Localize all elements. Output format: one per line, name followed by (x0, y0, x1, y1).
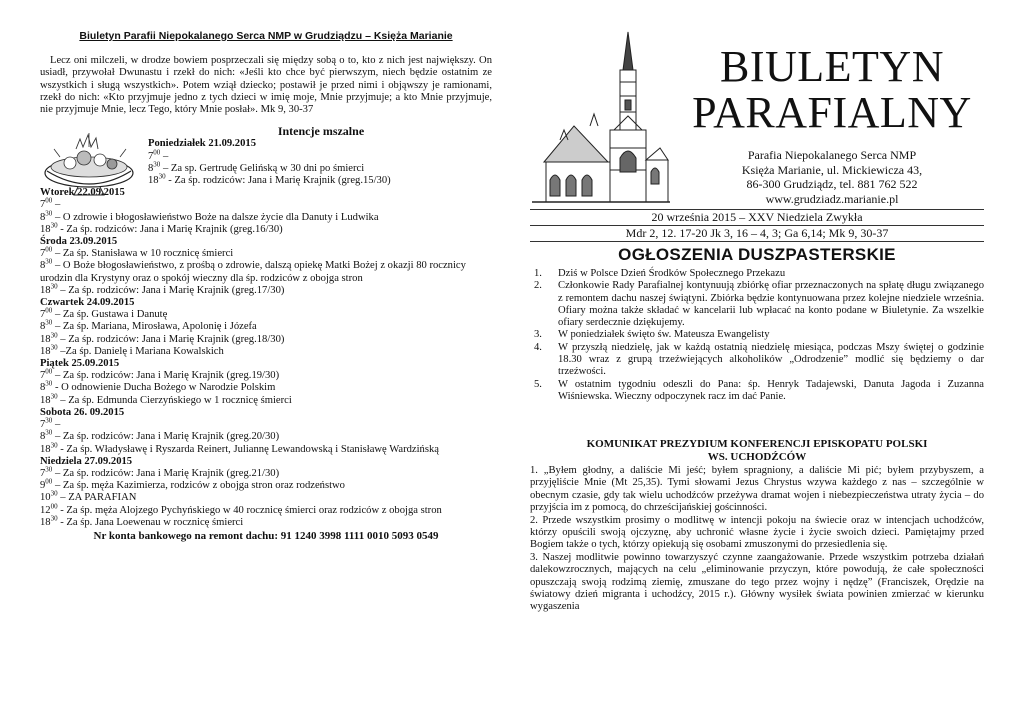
page-header: Biuletyn Parafii Niepokalanego Serca NMP w Grudziądzu – Księża Marianie (79, 30, 453, 42)
intention-day-heading: Poniedziałek 21.09.2015 (148, 138, 256, 150)
mass-minute: 30 (50, 331, 58, 340)
mass-hour: 10 (40, 492, 51, 504)
intention-entry (40, 282, 492, 297)
announcement-item (530, 342, 984, 379)
mass-minute: 30 (50, 343, 58, 352)
intention-text: – Za śp. męża Kazimierza, rodziców z obojga stron oraz rodzeństwo (52, 480, 345, 492)
gospel-excerpt: Lecz oni milczeli, w drodze bowiem posprzeczali się między sobą o to, kto z nich jest największy. On usiadł, przywołał Dwunastu i rzekł do nich: «Jeśli kto chce być pierwszym, niech będzie ostatnim ze wszystkich i sługą wszystkich». Potem wziął dziecko; postawił je przed nimi i objąwszy je ramionami, rzekł do nich: «Kto przyjmuje jedno z tych dzieci w imię moje, Mnie przyjmuje; a kto Mnie przyjmuje, nie przyjmuje Mnie, lecz Tego, który Mnie posłał». Mk 9, 30-37 (40, 55, 492, 116)
mass-hour: 7 (40, 419, 46, 431)
intention-entry (40, 331, 492, 346)
intention-day-heading: Sobota 26. 09.2015 (40, 406, 125, 418)
mass-hour: 7 (40, 248, 46, 260)
intention-text: – Za śp. Gustawa i Danutę (52, 309, 168, 321)
intention-text: – Za śp. rodziców: Jana i Marię Krajnik (greg.18/30) (57, 333, 285, 345)
intention-text: – O Boże błogosławieństwo, z prośbą o zdrowie, dalszą opiekę Matki Bożej z okazji 80 rocznicy urodzin dla Krystyny oraz o spokój wieczny dla śp. rodziców z obojga stron (40, 260, 466, 284)
intention-entry (40, 392, 492, 407)
mass-minute: 00 (45, 245, 53, 254)
intention-text: - Za śp. męża Alojzego Pychyńskiego w 40 rocznicę śmierci oraz rodziców z obojga stron (57, 504, 442, 516)
mass-hour: 18 (40, 443, 51, 455)
left-column (40, 30, 492, 542)
mass-hour: 18 (40, 333, 51, 345)
mass-hour: 8 (40, 211, 46, 223)
intention-entry (40, 416, 492, 431)
mass-hour: 8 (40, 321, 46, 333)
chalice-bowl-icon (40, 127, 138, 197)
mass-minute: 30 (45, 209, 53, 218)
communique-section (530, 438, 984, 614)
intention-entry (40, 306, 492, 321)
mass-minute: 30 (50, 392, 58, 401)
mass-hour: 7 (40, 199, 46, 211)
intention-entry (40, 428, 492, 443)
intention-entry (40, 257, 492, 284)
mass-hour: 12 (40, 504, 51, 516)
mass-hour: 18 (40, 516, 51, 528)
intention-text: – Za sp. Gertrudę Gelińską w 30 dni po śmierci (160, 162, 365, 174)
intention-text: – ZA PARAFIAN (57, 492, 137, 504)
intentions-section (40, 125, 492, 542)
mass-minute: 00 (45, 196, 53, 205)
mass-hour: 7 (148, 150, 154, 162)
mass-minute: 30 (45, 257, 53, 266)
announcement-text: Członkowie Rady Parafialnej kontynuują zbiórkę ofiar przeznaczonych na spłatę długu związanego z remontem dachu naszej świątyni. Zbiórka będzie kontynuowana przez kolejne niedziele września. Ofiary można także składać w kancelarii lub wpłacać na konto podane w Biuletynie. Za wszelkie ofiary serdecznie dziękujemy. (558, 280, 984, 329)
address-line-2: Księża Marianie, ul. Mickiewicza 43, (741, 162, 923, 177)
intention-text: – Za śp. rodziców: Jana i Marię Krajnik (greg.20/30) (52, 431, 280, 443)
mass-minute: 30 (45, 416, 53, 425)
intention-text: – (52, 419, 61, 431)
mass-hour: 7 (40, 309, 46, 321)
mass-hour: 18 (40, 394, 51, 406)
intention-text: – O zdrowie i błogosławieństwo Boże na dalsze życie dla Danuty i Ludwika (52, 211, 379, 223)
announcement-text: W przyszłą niedzielę, jak w każdą ostatnią niedzielę miesiąca, podczas Mszy świętej o godzinie 18.30 wraz z grupą trzeźwiejących alkoholików „Odrodzenie” modlić się będziemy o dar trzeźwości. (558, 341, 984, 378)
intention-entry (40, 440, 492, 456)
mass-minute: 30 (45, 465, 53, 474)
intention-text: – (52, 199, 61, 211)
address-line-1: Parafia Niepokalanego Serca NMP (747, 148, 917, 162)
bulletin-title (680, 44, 984, 136)
communique-title (530, 438, 984, 463)
church-icon (530, 30, 670, 208)
intentions-title: Intencje mszalne (277, 124, 365, 139)
intention-day-heading: Środa 23.09.2015 (40, 236, 118, 248)
intention-text: – Za śp. rodziców: Jana i Marię Krajnik (greg.19/30) (52, 370, 280, 382)
intention-entry (40, 318, 492, 333)
intention-entry (40, 245, 492, 260)
mass-minute: 00 (50, 501, 58, 510)
announcement-text: W poniedziałek święto św. Mateusza Ewangelisty (558, 329, 770, 341)
intention-entry (40, 221, 492, 236)
mass-hour: 7 (40, 467, 46, 479)
website-link[interactable]: www.grudziadz.marianie.pl (765, 191, 899, 206)
intention-day-heading: Czwartek 24.09.2015 (40, 297, 135, 309)
intention-entry (40, 209, 492, 224)
announcement-item (530, 329, 984, 341)
intention-text: - Za śp. Władysławę i Ryszarda Reinert, Juliannę Lewandowską i Stanisławę Wardzińską (57, 443, 439, 455)
intention-entry (40, 196, 492, 211)
mass-hour: 8 (40, 431, 46, 443)
mass-hour: 18 (40, 284, 51, 296)
intention-text: –Za śp. Danielę i Mariana Kowalskich (57, 345, 224, 357)
communique-body (530, 465, 984, 614)
mass-hour: 7 (40, 370, 46, 382)
intention-entry (40, 367, 492, 382)
announcements-list (530, 268, 984, 403)
mass-minute: 30 (45, 428, 53, 437)
intention-day-heading: Piątek 25.09.2015 (40, 358, 120, 370)
mass-hour: 18 (40, 345, 51, 357)
intention-entry (40, 343, 492, 358)
announcement-number: 5. (534, 378, 542, 390)
address-line-3: 86-300 Grudziądz, tel. 881 762 522 (746, 177, 918, 191)
intention-text: - Za śp. rodziców: Jana i Marię Krajnik (greg.15/30) (165, 175, 391, 187)
readings-line: Mdr 2, 12. 17-20 Jk 3, 16 – 4, 3; Ga 6,14; Mk 9, 30-37 (530, 226, 984, 242)
intention-text: – Za śp. rodziców: Jana i Marię Krajnik (greg.17/30) (57, 284, 285, 296)
intention-entry (40, 465, 492, 480)
mass-minute: 30 (158, 172, 166, 181)
mass-minute: 00 (45, 367, 53, 376)
communique-paragraph: 3. Naszej modlitwie powinno towarzyszyć czynne zaangażowanie. Przede wszystkim potrzeba działań dalekowzrocznych, mających na celu „eliminowanie przyczyn, które powodują, że całe społeczności opuszczają swoją rodzimą ziemię, zmuszane do tego przez wojny i nędzę” (Franciszek, Orędzie na światowy dzień migranta i uchodźcy, 2015 r.). Główny wysiłek świata powinien zmierzać w kierunku wygaszenia (530, 551, 984, 613)
announcement-item (530, 280, 984, 329)
mass-hour: 8 (148, 162, 154, 174)
mass-minute: 30 (153, 160, 161, 169)
announcement-text: W ostatnim tygodniu odeszli do Pana: śp. Henryk Tadajewski, Danuta Jagoda i Zuzanna Wiśniewska. Wieczny odpoczynek racz im dać Panie. (558, 378, 984, 402)
announcement-number: 2. (534, 280, 542, 292)
bank-account: Nr konta bankowego na remont dachu: 91 1240 3998 1111 0010 5093 0549 (93, 529, 439, 542)
communique-title-line-2: WS. UCHODŹCÓW (707, 450, 807, 463)
intention-entry (40, 489, 492, 504)
announcement-number: 1. (534, 268, 542, 279)
title-line-2: PARAFIALNY (692, 88, 972, 137)
announcement-text: Dziś w Polsce Dzień Środków Społecznego Przekazu (558, 268, 786, 279)
communique-paragraph: 2. Przede wszystkim prosimy o modlitwę w intencji pokoju na świecie oraz w intencjach uchodźców, którzy opuścili swoją ojczyznę, aby uchronić własne życie i życie swoich dzieci. Pamiętajmy przed Bogiem także o tych, którzy opiekują się osobami zmuszonymi do przesiedlenia się. (530, 514, 984, 551)
intention-entry (40, 514, 492, 529)
mass-hour: 8 (40, 260, 46, 272)
communique-paragraph: 1. „Byłem głodny, a daliście Mi jeść; byłem spragniony, a daliście Mi pić; byłem przybyszem, a przyjęliście Mnie (Mt 25,35). Tymi słowami Jezus Chrystus wzywa każdego z nas – szczególnie w obecnym czasie, gdy tak wielu uchodźców przeżywa dramat wojen i niebezpieczeństwa utraty życia – do przyjścia im z pomocą, do chrześcijańskiej gościnności. (530, 465, 984, 514)
intention-text: - O odnowienie Ducha Bożego w Narodzie Polskim (52, 382, 276, 394)
communique-title-line-1: KOMUNIKAT PREZYDIUM KONFERENCJI EPISKOPATU POLSKI (586, 438, 928, 450)
intention-text: – Za śp. Edmunda Cierzyńskiego w 1 rocznicę śmierci (57, 394, 292, 406)
intention-text: - Za śp. Jana Loewenau w rocznicę śmierci (57, 516, 244, 528)
mass-minute: 00 (153, 148, 161, 157)
mass-hour: 18 (148, 175, 159, 187)
intention-text: – Za śp. Mariana, Mirosława, Apolonię i Józefa (52, 321, 257, 333)
announcement-number: 3. (534, 329, 542, 341)
mass-minute: 00 (45, 306, 53, 315)
intention-entry (40, 501, 492, 517)
announcements-title: OGŁOSZENIA DUSZPASTERSKIE (618, 245, 896, 264)
announcement-number: 4. (534, 341, 542, 353)
mass-minute: 30 (50, 221, 58, 230)
intention-text: – (160, 150, 169, 162)
intention-day-heading: Niedziela 27.09.2015 (40, 455, 133, 467)
intention-entry (40, 477, 492, 492)
intention-entry (40, 379, 492, 394)
mass-hour: 18 (40, 223, 51, 235)
mass-hour: 9 (40, 480, 46, 492)
date-line: 20 września 2015 – XXV Niedziela Zwykła (530, 209, 984, 226)
mass-hour: 8 (40, 382, 46, 394)
title-line-1: BIULETYN (720, 42, 944, 91)
parish-address (680, 148, 984, 206)
intention-text: – Za śp. Stanisława w 10 rocznicę śmierci (52, 248, 234, 260)
mass-minute: 30 (45, 318, 53, 327)
announcement-item (530, 268, 984, 280)
mass-minute: 30 (50, 440, 58, 449)
mass-minute: 30 (45, 379, 53, 388)
announcement-item (530, 379, 984, 404)
mass-minute: 30 (50, 489, 58, 498)
intention-text: – Za śp. rodziców: Jana i Marię Krajnik (greg.21/30) (52, 467, 280, 479)
intention-text: - Za śp. rodziców: Jana i Marię Krajnik (greg.16/30) (57, 223, 283, 235)
mass-minute: 00 (45, 477, 53, 486)
mass-minute: 30 (50, 514, 58, 523)
mass-minute: 30 (50, 282, 58, 291)
intention-day-heading: Wtorek 22.09.2015 (40, 187, 125, 199)
